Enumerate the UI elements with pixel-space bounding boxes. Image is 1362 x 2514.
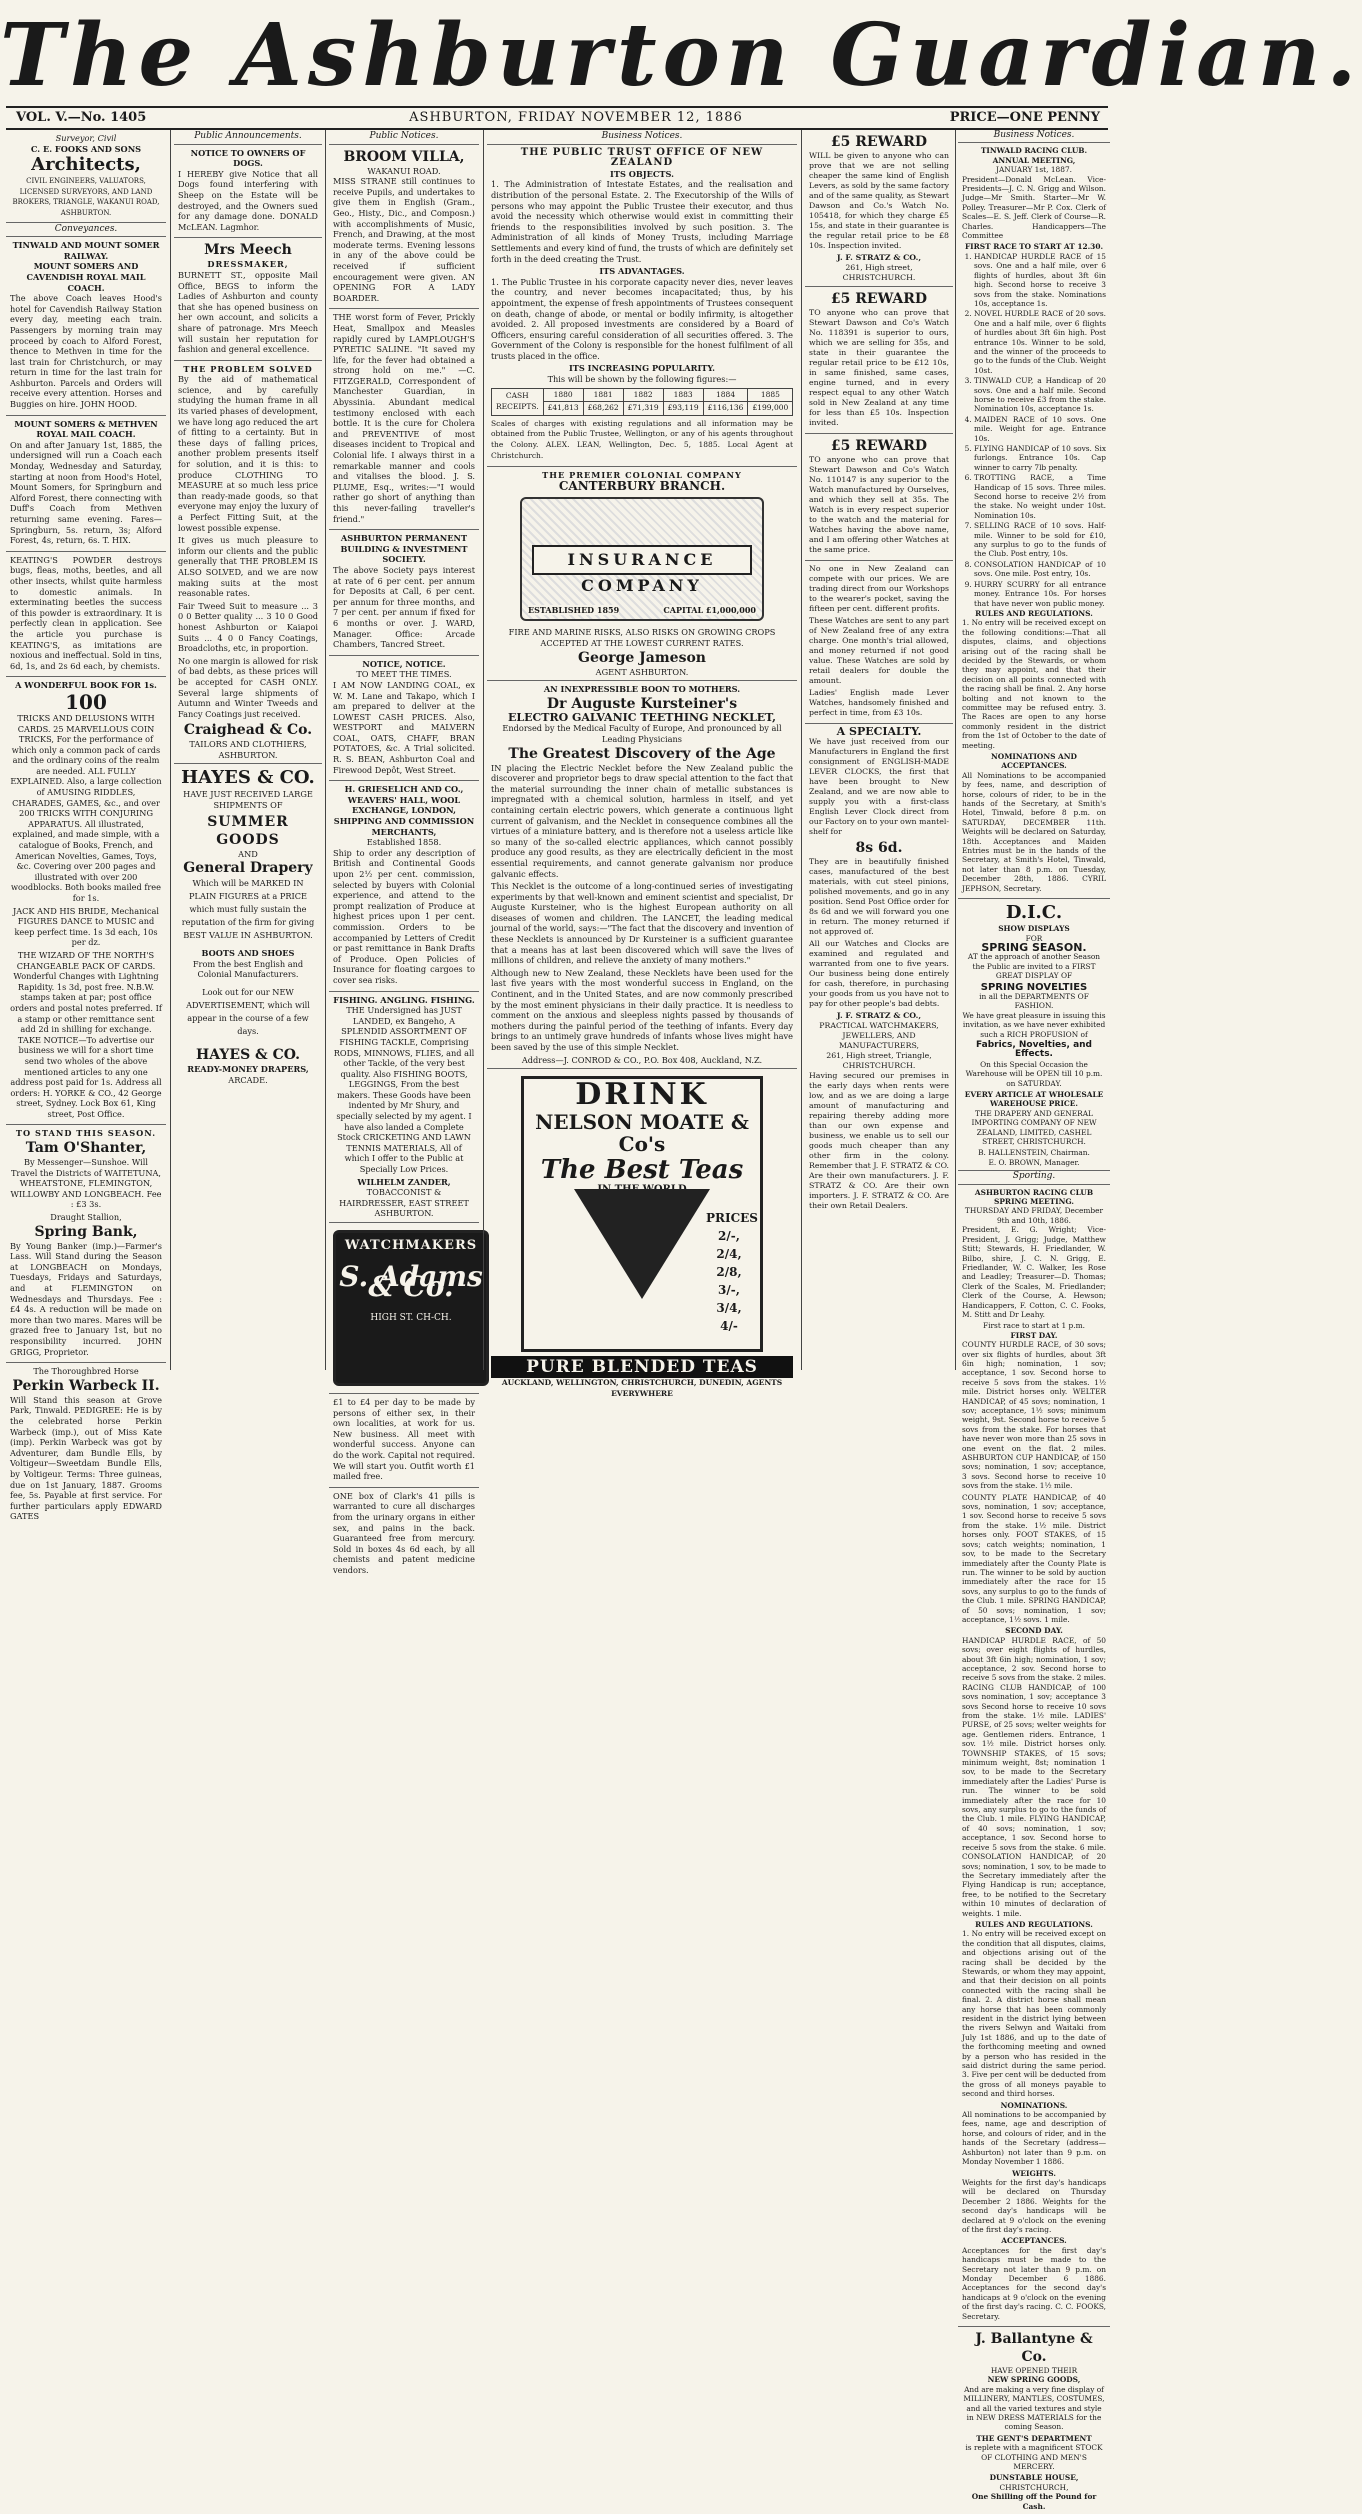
dic-approach: AT the approach of another Season the Public are invited to a FIRST GREAT DISPLAY OF (967, 952, 1101, 981)
fishing-body: THE Undersigned has JUST LANDED, ex Bangeho, A SPLENDID ASSORTMENT OF FISHING TACKLE, Comprising RODS, MINNOWS, FLIES, and all other Tackle, of the very best quality. Also FISHING BOOTS, LEGGINGS, From the best makers. These Goods have been indented by Mr Shury, and specially selected by my agent. I have also landed a Complete Stock CRICKETING AND LAWN TENNIS MATERIALS, All of which I offer to the Public at Specially Low Prices. (333, 1005, 475, 1175)
gents-title: THE GENT'S DEPARTMENT (976, 2433, 1092, 2443)
reward-ad-1 (805, 130, 953, 287)
book-number: 100 (65, 689, 107, 714)
arc-sub: SPRING MEETING. (994, 1197, 1074, 1207)
keating-ad (6, 552, 166, 678)
dunstable-title: DUNSTABLE HOUSE, (989, 2473, 1079, 2483)
race-item: 1. HANDICAP HURDLE RACE of 15 sovs. One and a half mile, over 6 flights of hurdles, about 3ft 6in high. Second horse to receive 3 sovs from the stake. Nominations 10s, acceptance 1s. (974, 252, 1106, 308)
receipts-value: £41,813 (543, 402, 583, 416)
clark-ad (329, 1488, 479, 1581)
draught-label: Draught Stallion, (50, 1212, 122, 1223)
broom-title: BROOM VILLA, (343, 148, 465, 165)
tinwald-racing-ad (958, 143, 1110, 899)
annual-date: JANUARY 1st, 1887. (996, 165, 1072, 175)
mail-coach-ad (6, 416, 166, 552)
perkin-ad (6, 1363, 166, 1527)
boots-title: BOOTS AND SHOES (201, 948, 295, 959)
gries-body: Ship to order any description of British and Continental Goods upon 2½ per cent. commission, selected by buyers with Colonial experience, and attend to the prompt realization of Produce at highest prices upon 1 per cent. commission. Orders to be accompanied by Letters of Credit or past remittance in Bank Drafts of Produce. Open Policies of Insurance for floating cargoes to cover sea risks. (333, 847, 475, 985)
reward-body: TO anyone who can prove that Stewart Dawson and Co's Watch No. 118391 is superior to ours, which we are selling for 35s, and state in their guarantee the regular retail price to be £12 10s, in same finished, same cases, engine turned, and in every respect equal to any other Watch sold in New Zealand at any time for less than £5 10s. Inspection invited. (809, 308, 949, 427)
perkin-body: Will Stand this season at Grove Park, Tinwald. PEDIGREE: He is by the celebrated horse Perkin Warbeck (imp.), out of Miss Kate (imp). Perkin Warbeck was got by Adventurer, dam Bundle Ells, by Voltigeur—Sweetdam Bundle Ells, by Voltigeur. Terms: Three guineas, due on 1st January, 1887. Grooms fee, 5s. Payable at first service. For further particulars apply EDWARD GATES (10, 1394, 162, 1522)
dogs-body: I HEREBY give Notice that all Dogs found interfering with Sheep on the Estate will be destroyed, and the Owners sued for any damage done. DONALD McLEAN. Lagmhor. (178, 168, 318, 232)
clock-body: They are in beautifully finished cases, manufactured of the best materials, with cut steel pinions, polished movements, and go in any position. Send Post Office order for 8s 6d and we will forward you one in return. The money returned if not approved of. (809, 857, 949, 936)
architects-ad (6, 130, 166, 223)
dogs-notice (174, 145, 322, 239)
popularity-sub: This will be shown by the following figures:— (547, 374, 737, 385)
acceptances-title: ACCEPTANCES. (1001, 2236, 1067, 2246)
fever-ad (329, 309, 479, 530)
race-item: 2. NOVEL HURDLE RACE of 20 sovs. One and a half mile, over 6 flights of hurdles about 3ft 6in high. Post entrance 10s. Winner to be sold, and the winner of the proceeds to go to the funds of the Club. Weight 10st. (974, 309, 1106, 375)
arc-first-start: First race to start at 1 p.m. (983, 1321, 1085, 1331)
business-notices-heading: Business Notices. (958, 130, 1110, 143)
race-item: 3. TINWALD CUP, a Handicap of 20 sovs. One and a half mile. Second horse to receive £3 from the stake. Nomination 10s, acceptance 1s. (974, 376, 1106, 414)
acceptances-body: Acceptances for the first day's handicaps must be made to the Secretary not later than 9 p.m. on Monday December 6 1886. Acceptances for the second day's handicaps at 9 o'clock on the evening of the first day's racing. C. C. FOOKS, Secretary. (962, 2245, 1106, 2321)
reward-body: TO anyone who can prove that Stewart Dawson and Co's Watch No. 110147 is any superior to the Watch manufactured by Ourselves, and which they sell at 35s. The Watch is in every respect superior to the watch and the material for Watches having the above name, and I am offering other Watches at the same price. (809, 455, 949, 554)
hayes-title-2: HAYES & CO. (196, 1047, 300, 1064)
column-1 (6, 130, 166, 1522)
advantages-title: ITS ADVANTAGES. (599, 266, 685, 277)
zander-title: WILHELM ZANDER, (357, 1176, 451, 1187)
hayes-sub-2: READY-MONEY DRAPERS, (187, 1064, 309, 1075)
nominations-body: All nominations to be accompanied by fees, name, age and description of horse, and colours of rider, and in the hands of the Secretary (address—Ashburton) not later than 9 p.m. on Monday November 1 1886. (962, 2110, 1106, 2167)
dic-invitation: We have great pleasure in issuing this invitation, as we have never exhibited such a RICH PROFUSION of (962, 1010, 1106, 1039)
ballantyne-new: NEW SPRING GOODS, (987, 2375, 1081, 2385)
coal-ad (329, 656, 479, 782)
hayes-and: AND (238, 848, 258, 859)
hayes-summer: SUMMER GOODS (207, 813, 289, 848)
arc-title: ASHBURTON RACING CLUB (974, 1187, 1094, 1197)
notice-sub: TO MEET THE TIMES. (356, 669, 452, 680)
hayes-place: ARCADE. (228, 1074, 268, 1085)
receipts-table (491, 388, 793, 416)
masthead-title: The Ashburton Guardian. (0, 5, 1362, 106)
book-body: TRICKS AND DELUSIONS WITH CARDS. 25 MARVELLOUS COIN TRICKS, For the performance of which only a common pack of cards and the ordinary coins of the realm are needed. ALL FULLY EXPLAINED. Also, a large collection of AMUSING RIDDLES, CHARADES, GAMES, &c., and over 200 TRICKS WITH CONJURING APPARATUS. All illustrated, explained, and made simple, with a catalogue of Books, French, and American Novelties, Games, Toys, &c. Covering over 200 pages and illustrated with over 200 woodblocks. Both books mailed free for 1s. (10, 712, 162, 903)
first-day: FIRST DAY. (1010, 1330, 1058, 1340)
clock-price: 8s 6d. (855, 840, 903, 856)
receipts-value: £71,319 (623, 402, 663, 416)
arc-officers: President, E. G. Wright; Vice-President, J. Grigg; Judge, Matthew Stitt; Stewards, H. Friedlander, W. Bilbo, shire, J. C. N. Grigg, E. Friedlander, W. C. Walker, Ies Rose and Leadley; Treasurer—D. Thomas; Clerk of the Scales, M. Friedlander; Clerk of the Course, A. Hewson; Handicappers, F. Cotton, C. C. Fooks, M. Stitt and Dr Leahy. (962, 1225, 1106, 1319)
ballantyne-body: And are making a very fine display of MILLINERY, MANTLES, COSTUMES, and all the varied textures and style in NEW DRESS MATERIALS for the coming Season. (963, 2384, 1105, 2432)
rules-body: 1. No entry will be received except on the condition that all disputes, claims, and objections arising out of the racing shall be decided by the Stewards, or whom they may appoint, and that their decision on all points connected with the racing shall be final. 2. A district horse shall mean any horse that has been commonly resident in the district lying between the rivers Selwyn and Waitaki from July 1st 1886, and up to the date of the forthcoming meeting and owned by a person who has resided in the said district during the same period. 3. Five per cent will be deducted from the gross of all moneys payable to second and third horses. (962, 1929, 1106, 2099)
receipts-year: 1882 (623, 388, 663, 402)
stratz-info (805, 561, 953, 724)
stratz-name: J. F. STRATZ & CO., (836, 1011, 922, 1020)
receipts-value: £199,000 (748, 402, 793, 416)
coach-sub: MOUNT SOMERS AND CAVENDISH ROYAL MAIL COACH. (26, 261, 146, 293)
emblem-capital: CAPITAL £1,000,000 (663, 604, 756, 615)
broom-ad (329, 145, 479, 310)
issue-price: PRICE—ONE PENNY (949, 110, 1100, 125)
receipts-year: 1883 (663, 388, 703, 402)
first-day-more: COUNTY PLATE HANDICAP, of 40 sovs, nomination, 1 sov; acceptance, 1 sov. Second horse to receive 5 sovs from the stake. 1½ mile. District horses only. FOOT STAKES, of 15 sovs; catch weights; nomination, 1 sov, to be made to the Secretary immediately after the County Plate is run. The winner to be sold by auction immediately after the race for 15 sovs, any surplus to go to the funds of the Club. 1 mile. SPRING HANDICAP, of 50 sovs; nomination, 1 sov; acceptance, 1½ sovs. 1 mile. (962, 1492, 1106, 1624)
necklet-body-3: Although new to New Zealand, these Necklets have been used for the last five years with the most wonderful success in England, on the Continent, and in the United States, and are now commonly prescribed by the most eminent physicians in their daily practice. It is needless to comment on the anxious and sleepless nights passed by thousands of mothers during the painful period of the teething of infants. Every day brings to an untimely grave hundreds of infants whose lives might have been saved by the use of this simple Necklet. (491, 967, 793, 1052)
nominations-title: NOMINATIONS AND ACCEPTANCES. (991, 752, 1077, 771)
necklet-title: ELECTRO GALVANIC TEETHING NECKLET, (508, 710, 776, 724)
specialty-ad (805, 724, 953, 1216)
tinwald-title: TINWALD RACING CLUB. (980, 146, 1088, 156)
column-2 (174, 130, 322, 1370)
craighead-title: Craighead & Co. (183, 722, 313, 739)
tea-agents: AUCKLAND, WELLINGTON, CHRISTCHURCH, DUNEDIN, AGENTS EVERYWHERE (501, 1378, 783, 1398)
dateline-bar (6, 106, 1108, 130)
public-trust-ad (487, 145, 797, 468)
receipts-year: 1880 (543, 388, 583, 402)
colonial-branch: CANTERBURY BRANCH. (558, 478, 726, 493)
book-ad (6, 677, 166, 1125)
watchmakers-ad (329, 1223, 483, 1394)
issue-date: ASHBURTON, FRIDAY NOVEMBER 12, 1886 (409, 110, 743, 125)
meech-body: BURNETT ST., opposite Mail Office, BEGS to inform the Ladies of Ashburton and county that she has opened business on her own account, and solicits a share of patronage. Mrs Meech will sustain her reputation for fashion and general excellence. (178, 269, 318, 355)
weights-title: WEIGHTS. (1012, 2168, 1056, 2178)
receipts-label: CASH RECEIPTS. (492, 388, 544, 415)
building-society-ad (329, 530, 479, 656)
survey-label: Surveyor, Civil (55, 133, 117, 143)
gents-body: is replete with a magnificent STOCK OF CLOTHING AND MEN'S MERCERY. (965, 2443, 1103, 2472)
dic-every: EVERY ARTICLE AT WHOLESALE WAREHOUSE PRICE. (964, 1090, 1104, 1109)
dic-title: D.I.C. (1005, 902, 1063, 924)
business-body: All our Watches and Clocks are examined and regulated and warranted from one to five years. Our business being done entirely for cash, therefore, in purchasing your goods from us you have not to pay for other people's bad debts. (809, 939, 949, 1008)
column-rule (955, 130, 956, 1370)
ballantyne-title: J. Ballantyne & Co. (975, 2331, 1093, 2365)
dic-season: SPRING SEASON. (981, 940, 1087, 954)
nominations-body: All Nominations to be accompanied by fees, name, and description of horse, colours of rider, to be in the hands of the Secretary, at Smith's Hotel, Tinwald, before 8 p.m. on SATURDAY, DECEMBER 11th. Weights will be declared on Saturday, 18th. Acceptances and Maiden Entries must be in the hands of the Secretary, at Smith's Hotel, Tinwald, not later than 8 p.m. on Tuesday, December 28th, 1886. CYRIL JEPHSON, Secretary. (962, 770, 1106, 893)
hayes-body: Which will be MARKED IN PLAIN FIGURES at a PRICE which must fully sustain the reputation of the firm for giving BEST VALUE IN ASHBURTON. (181, 878, 315, 941)
watchmakers-emblem (333, 1230, 489, 1386)
agent-name: George Jameson (578, 649, 706, 666)
fire-risks: FIRE AND MARINE RISKS, ALSO RISKS ON GROWING CROPS ACCEPTED AT THE LOWEST CURRENT RATES. (508, 627, 776, 648)
endorsed-line: Endorsed by the Medical Faculty of Europe, And pronounced by all Leading Physicians (502, 723, 782, 744)
conveyances-heading: Conveyances. (6, 223, 166, 238)
stratz-sub: PRACTICAL WATCHMAKERS, JEWELLERS, AND MANUFACTURERS, (819, 1021, 939, 1050)
first-race: FIRST RACE TO START AT 12.30. (964, 242, 1104, 252)
pagoda-icon (574, 1189, 710, 1299)
stratz-address: 261, High street, CHRISTCHURCH. (842, 263, 916, 282)
problem-body-2: It gives us much pleasure to inform our clients and the public generally that THE PROBLEM IS ALSO SOLVED, and we are now making suits at the most reasonable rates. (178, 535, 318, 599)
rules-title: RULES AND REGULATIONS. (975, 608, 1093, 618)
advantages-body: 1. The Public Trustee in his corporate capacity never dies, never leaves the country, and never becomes incapacitated; thus, by his appointment, the expense of fresh appointments of Trustees consequent on death, change of abode, or mental or bodily infirmity, is altogether avoided. 2. All proposed investments are considered by a Board of Officers, ensuring careful consideration of all securities offered. 3. The Government of the Colony is responsible for the honest fulfilment of all trusts placed in the office. (491, 276, 793, 361)
reward-title: £5 REWARD (830, 438, 928, 454)
trust-objects: 1. The Administration of Intestate Estates, and the realisation and distribution of the personal Estate. 2. The Executorship of the Wills of persons who may appoint the Public Trustee their executor, and thus avoid the necessity which otherwise would exist in committing their friends to the responsibilities involved by such position. 3. The Administration of all kinds of Money Trusts, including Marriage Settlements and every kind of fund, the trusts of which are definitely set forth in the deed creating the Trust. (491, 179, 793, 264)
boon-heading: AN INEXPRESSIBLE BOON TO MOTHERS. (543, 684, 741, 695)
column-rule (325, 130, 326, 1370)
doctor-name: Dr Auguste Kursteiner's (546, 695, 738, 712)
tam-title: Tam O'Shanter, (25, 1140, 147, 1157)
perkin-lead: The Thoroughbred Horse (33, 1366, 139, 1377)
watch-name: S. Adams & Co. (339, 1259, 483, 1304)
craighead-sub: TAILORS AND CLOTHIERS, ASHBURTON. (189, 739, 307, 760)
gries-est: Established 1858. (366, 837, 442, 848)
broom-body: MISS STRANE still continues to receive Pupils, and undertakes to give them in English (Gram., Geo., Histy., Dic., and Composn.) with accomplishments of Music, French, and Drawing, at the most moderate terms. Evening lessons in any of the above could be received if sufficient encouragement were given. AN OPENING FOR A LADY BOARDER. (333, 176, 475, 303)
season-heading: TO STAND THIS SEASON. (15, 1128, 157, 1139)
watches-body: These Watches are sent to any part of New Zealand free of any extra charge. One month's trial allowed, and money returned if not good value. These Watches are sold by retail dealers for double the amount. (809, 616, 949, 685)
arc-date: THURSDAY AND FRIDAY, December 9th and 10th, 1886. (964, 1206, 1104, 1225)
column-4 (487, 130, 797, 1398)
hayes-lead: HAVE JUST RECEIVED LARGE SHIPMENTS OF (183, 789, 313, 811)
architect-firm: C. E. FOOKS AND SONS (30, 143, 142, 154)
tea-company: NELSON MOATE & Co's (535, 1110, 749, 1157)
ladies-body: Ladies' English made Lever Watches, handsomely finished and perfect in time, from £3 10s. (809, 688, 949, 717)
perkin-title: Perkin Warbeck II. (12, 1377, 160, 1394)
popularity-title: ITS INCREASING POPULARITY. (568, 363, 716, 374)
second-day-body: HANDICAP HURDLE RACE, of 50 sovs; over eight flights of hurdles, about 3ft 6in high; nomination, 1 sov; acceptance, 2 sov. Second horse to receive 5 sovs from the stake. 2 miles. RACING CLUB HANDICAP, of 100 sovs nomination, 1 sov; acceptance 3 sovs Second horse to receive 10 sovs from the stake. 1½ mile. LADIES' PURSE, of 25 sovs; welter weights for age. Gentlemen riders. Entrance, 1 sov. 1½ mile. District horses only. TOWNSHIP STAKES, of 15 sovs; minimum weight, 8st; nomination 1 sov, to be made to the Secretary immediately after the Ladies' Purse is run. The winner to be sold immediately after the race for 10 sovs, any surplus to go to the funds of the Club. 1 mile. FLYING HANDICAP, of 40 sovs; nomination, 1 sov; acceptance, 1 sov. Second horse to receive 5 sovs from the stake. 6 mile. CONSOLATION HANDICAP, of 20 sovs; nomination, 1 sov, to be made to the Secretary immediately after the Flying Handicap is run; acceptance, free, to be notified to the Secretary within 10 minutes of declaration of weights. 1 mile. (962, 1635, 1106, 1918)
receipts-year: 1884 (703, 388, 748, 402)
problem-title: THE PROBLEM SOLVED (183, 363, 313, 374)
specialty-body: We have just received from our Manufacturers in England the first consignment of ENGLISH-MADE LEVER CLOCKS, the first that have been brought to New Zealand, and we are now able to supply you with a first-class English Lever Clock direct from our Factory on to your own mantel-shelf for (809, 737, 949, 836)
problem-body: By the aid of mathematical science, and by carefully studying the human frame in all its varied phases of development, we have long ago reduced the art of fitting to a certainty. But in these days of falling prices, another problem presents itself for solution, and it is this: to produce CLOTHING TO MEASURE at so much less price than ready-made goods, so that everyone may enjoy the luxury of a Perfect Fitting Suit, at the lowest possible expense. (178, 374, 318, 533)
grieselich-ad (329, 781, 479, 991)
annual-meeting: ANNUAL MEETING, (992, 155, 1076, 165)
tea-ad (487, 1069, 797, 1402)
notice-title: NOTICE, NOTICE. (362, 658, 446, 669)
column-rule (483, 130, 484, 1370)
volume-number: VOL. V.—No. 1405 (16, 110, 147, 125)
colonial-insurance-ad (487, 467, 797, 681)
first-day-body: COUNTY HURDLE RACE, of 30 sovs; over six flights of hurdles, about 3ft 6in high; nomination, 1 sov; acceptance, 1 sov. Second horse to receive 5 sovs from the stakes. 1½ mile. District horses only. WELTER HANDICAP, of 45 sovs; nomination, 1 sov; acceptance, 1½ sovs; minimum weight, 9st. Second horse to receive 5 sovs from the stake. For horses that have never won more than 25 sovs in one event on the flat. 2 miles. ASHBURTON CUP HANDICAP, of 150 sovs; nomination, 1 sov; acceptance, 3 sovs. Second horse to receive 10 sovs from the stake. 1½ mile. (962, 1340, 1106, 1491)
ashburton-racing-ad (958, 1185, 1110, 2327)
rules-body: 1. No entry will be received except on the following conditions:—That all disputes, claims, and objections arising out of the racing shall be decided by the Stewards, or whom they may appoint, and that their decision on all points connected with the racing shall be final. 2. Any horse bolting and not known to the committee may be refused entry. 3. The Races are open to any horse commonly resident in the district from the 1st of October to the date of meeting. (962, 618, 1106, 750)
dunstable-sub: CHRISTCHURCH, (999, 2482, 1069, 2492)
reward-title: £5 REWARD (830, 291, 928, 307)
race-list (962, 252, 1106, 608)
stratz-address: 261, High street, Triangle, CHRISTCHURCH. (826, 1051, 932, 1070)
in-the-world: IN THE WORLD (597, 1184, 687, 1196)
meech-sub: DRESSMAKER, (207, 259, 289, 270)
necklet-ad (487, 681, 797, 1069)
boots-body: From the best English and Colonial Manufacturers. (192, 958, 304, 980)
ballantyne-ad (958, 2327, 1110, 2514)
bldg-title: ASHBURTON PERMANENT BUILDING & INVESTMENT SOCIETY. (340, 533, 468, 565)
specialty-title: A SPECIALTY. (836, 725, 922, 738)
sporting-heading: Sporting. (958, 1171, 1110, 1184)
hayes-drapery: General Drapery (183, 860, 313, 877)
emblem-established: ESTABLISHED 1859 (528, 604, 620, 615)
nominations-title: NOMINATIONS. (1000, 2100, 1068, 2110)
dic-for: FOR (1025, 933, 1043, 943)
pure-blended-teas: PURE BLENDED TEAS (491, 1356, 793, 1378)
necklet-body-2: This Necklet is the outcome of a long-continued series of investigating experiments by that well-known and eminent scientist and specialist, Dr Auguste Kursteiner, who is the highest European authority on all diseases of women and children. The LANCET, the leading medical journal of the world, says:—"The fact that the discovery and invention of these Necklets is announced by Dr Kursteiner is a sufficient guarantee that a means has at last been discovered which will save the lives of millions of children, and relieve the anxiety of many mothers." (491, 881, 793, 966)
public-notices-heading: Public Notices. (329, 130, 479, 145)
spring-title: Spring Bank, (34, 1223, 138, 1240)
broom-sub: WAKANUI ROAD. (367, 165, 441, 176)
officers-list: President—Donald McLean. Vice-Presidents—J. C. N. Grigg and Wilson. Judge—Mr Smith. Starter—Mr W. Polley. Treasurer—Mr P. Cox. Clerk of Scales—E. S. Jeff. Clerk of Course—R. Charles. Handicappers—The Committee (962, 174, 1106, 241)
best-teas: The Best Teas (540, 1155, 744, 1186)
receipts-value: £116,136 (703, 402, 748, 416)
meech-title: Mrs Meech (204, 242, 292, 259)
dic-ad (958, 899, 1110, 1171)
agent-sub: AGENT ASHBURTON. (595, 666, 689, 677)
coach-ad (6, 237, 166, 416)
architect-title: Architects, (31, 154, 141, 176)
second-day: SECOND DAY. (1005, 1626, 1063, 1636)
dogs-title: NOTICE TO OWNERS OF DOGS. (190, 147, 306, 169)
receipts-value: £93,119 (663, 402, 703, 416)
bldg-body: The above Society pays interest at rate of 6 per cent. per annum for Deposits at Call, 6 per cent. per annum for three months, and 7 per cent. per annum if fixed for 6 months or over. J. WARD, Manager. Office: Arcade Chambers, Tancred Street. (333, 564, 475, 650)
mail-body: On and after January 1st, 1885, the undersigned will run a Coach each Monday, Wednesday and Saturday, starting at noon from Hood's Hotel, Mount Somers, for Springburn and Alford Forest, there connecting with Duff's Coach from Methven returning same evening. Fares—Springburn, 5s. return, 3s; Alford Forest, 4s, return, 6s. T. HIX. (10, 439, 162, 546)
colonial-title: THE PREMIER COLONIAL COMPANY (542, 470, 742, 481)
race-item: 5. FLYING HANDICAP of 10 sovs. Six furlongs. Entrance 10s. Cap winner to carry 7lb penalty. (974, 444, 1106, 472)
zander-sub: TOBACCONIST & HAIRDRESSER, EAST STREET ASHBURTON. (339, 1187, 469, 1219)
necklet-address: Address—J. CONROD & CO., P.O. Box 408, Auckland, N.Z. (521, 1054, 763, 1065)
stratz-name: J. F. STRATZ & CO., (836, 253, 922, 262)
tea-poster (521, 1076, 763, 1352)
insurance-emblem (520, 497, 764, 621)
dunstable-foot: One Shilling off the Pound for Cash. (971, 2492, 1097, 2511)
fishing-ad (329, 992, 479, 1223)
hayes-title: HAYES & CO. (181, 767, 315, 789)
ballantyne-sub: HAVE OPENED THEIR (990, 2366, 1078, 2375)
race-item: 7. SELLING RACE of 10 sovs. Half-mile. Winner to be sold for £10, any surplus to go to the funds of the Club. Post entry, 10s. (974, 521, 1106, 559)
fever-body: THE worst form of Fever, Prickly Heat, Smallpox and Measles rapidly cured by LAMPLOUGH'S PYRETIC SALINE. "It saved my life, for the fever had obtained a strong hold on me." —C. FITZGERALD, Correspondent of Manchester Guardian, in Abyssinia. Abundant medical testimony enclosed with each bottle. It is the cure for Cholera and PREVENTIVE of most diseases incident to Tropical and Colonial life. I always thirst in a remarkable manner and cools and vitalises the blood. J. S. PLUME, Esq., writes:—"I would rather go short of anything than this never-failing traveller's friend." (333, 312, 475, 524)
mail-title: MOUNT SOMERS & METHVEN ROYAL MAIL COACH. (14, 418, 158, 440)
fishing-heading: FISHING. ANGLING. FISHING. (333, 994, 475, 1005)
emblem-band: INSURANCE COMPANY (532, 545, 752, 575)
coal-body: I AM NOW LANDING COAL, ex W. M. Lane and Takapo, which I am prepared to deliver at the LOWEST CASH PRICES. Also, WESTPORT and MALVERN COAL, OATS, CHAFF, BRAN POTATOES, &c. A Trial solicited. R. S. BEAN, Ashburton Coal and Firewood Depôt, West Street. (333, 679, 475, 775)
receipts-value: £68,262 (583, 402, 623, 416)
dic-fabrics: Fabrics, Novelties, and Effects. (976, 1039, 1092, 1060)
spring-body: By Young Banker (imp.)—Farmer's Lass. Will Stand during the Season at LONGBEACH on Mondays, Tuesdays, Fridays and Saturdays, and at FLEMINGTON on Wednesdays and Thursdays. Fee : £4 4s. A reduction will be made on more than two mares. Mares will be grazed free to January 1st, but no responsibility incurred. JOHN GRIGG, Proprietor. (10, 1240, 162, 1357)
coach-title: TINWALD AND MOUNT SOMER RAILWAY. (12, 240, 160, 261)
meech-ad (174, 238, 322, 360)
prices-list: Fair Tweed Suit to measure ... 3 0 0 Better quality ... 3 10 0 Good honest Ashburton or Kaiapoi Suits ... 4 0 0 Fancy Coatings, Broadcloths, etc, in proportion. (178, 600, 318, 654)
race-item: 8. CONSOLATION HANDICAP of 10 sovs. One mile. Post entry, 10s. (974, 560, 1106, 579)
watch-address: HIGH ST. CH-CH. (370, 1312, 452, 1323)
dic-manager: E. O. BROWN, Manager. (988, 1157, 1080, 1167)
stallion-ad (6, 1125, 166, 1363)
receipts-year: 1885 (748, 388, 793, 402)
keating-body: KEATING'S POWDER destroys bugs, fleas, moths, beetles, and all other insects, whilst quite harmless to domestic animals. In exterminating beetles the success of this powder is extraordinary. It is perfectly clean in application. See the article you purchase is KEATING'S, as imitations are noxious and ineffectual. Sold in tins, 6d, 1s, and 2s 6d each, by chemists. (10, 554, 162, 671)
gries-title: H. GRIESELICH AND CO., WEAVERS' HALL, WOOL EXCHANGE, LONDON, SHIPPING AND COMMISSION MERCHANTS, (333, 784, 475, 837)
coach-body: The above Coach leaves Hood's hotel for Cavendish Railway Station every day, meeting each train. Passengers by morning train may proceed by coach to Alford Forest, thence to Methven in time for the last train for Christchurch, or may return in time for the last train for Ashburton. Parcels and Orders will receive every attention. Horses and Buggies on hire. JOHN HOOD. (10, 293, 162, 410)
necklet-body: IN placing the Electric Necklet before the New Zealand public the discoverer and proprietor begs to draw special attention to the fact that the material surrounding the inner chain of metallic substances is impregnated with a chemical solution, harmless in itself, and yet containing certain electric powers, which generate a continuous light current of galvanism, and the Necklet in consequence combines all the virtues of a miniature battery, and is therefore not a useless article like so many of the so-called electric appliances, which cannot possibly produce any good results, as they are electrically deficient in the most essential requirements, and cannot generate galvanism nor produce galvanic effects. (491, 762, 793, 879)
column-rule (801, 130, 802, 1370)
race-item: 4. MAIDEN RACE of 10 sovs. One mile. Weight for age. Entrance 10s. (974, 415, 1106, 443)
clark-body: ONE box of Clark's 41 pills is warranted to cure all discharges from the urinary organs in either sex, and pains in the back. Guaranteed free from mercury. Sold in boxes 4s 6d each, by all chemists and patent medicine vendors. (333, 1490, 475, 1575)
reward-title: £5 REWARD (830, 134, 928, 150)
column-5 (805, 130, 953, 1370)
premises-body: Having secured our premises in the early days when rents were low, and as we are doing a large amount of manufacturing and repairing thereby adding more than our own expense and business, we enable us to sell our goods much cheaper than any other firm in the colony. Remember that J. F. STRATZ & CO. Are their own manufacturers. J. F. STRATZ & CO. Are their own importers. J. F. STRATZ & CO. Are their own Retail Dealers. (809, 1071, 949, 1210)
book-title: A WONDERFUL BOOK FOR 1s. (15, 680, 157, 691)
race-item: 6. TROTTING RACE, a Time Handicap of 15 sovs. Three miles. Second horse to receive 2½ from the stake. No weight under 10st. Nomination 10s. (974, 473, 1106, 520)
reward-ad-3 (805, 434, 953, 561)
loan-body: £1 to £4 per day to be made by persons of either sex, in their own localities, at work for us. New business. All meet with wonderful success. Anyone can do the work. Capital not required. We will start you. Outfit worth £1 mailed free. (333, 1397, 475, 1482)
tam-body: By Messenger—Sunshoe. Will Travel the Districts of WAITETUNA, WHEATSTONE, FLEMINGTON, WILLOWBY AND LONGBEACH. Fee : £3 3s. (10, 1157, 162, 1210)
tea-prices: PRICES 2/-, 2/4, 2/8, 3/-, 3/4, 4/- (706, 1211, 758, 1334)
column-rule (170, 130, 171, 1370)
dic-chairman: B. HALLENSTEIN, Chairman. (978, 1148, 1090, 1158)
trust-title: THE PUBLIC TRUST OFFICE OF NEW ZEALAND (520, 146, 764, 169)
jack-body: JACK AND HIS BRIDE, Mechanical FIGURES DANCE to MUSIC and keep perfect time. 1s 3d each, 10s per dz. (12, 905, 160, 948)
hayes-ad (174, 764, 322, 1088)
dic-show: SHOW DISPLAYS (998, 924, 1070, 934)
dic-novelties: SPRING NOVELTIES (980, 981, 1088, 993)
receipts-year: 1881 (583, 388, 623, 402)
dic-departments: in all the DEPARTMENTS OF FASHION. (979, 991, 1089, 1011)
column-3 (329, 130, 483, 1575)
dic-footer: THE DRAPERY AND GENERAL IMPORTING COMPANY OF NEW ZEALAND, LIMITED, CASHEL STREET, CHRISTCHURCH. (971, 1108, 1097, 1147)
loan-ad (329, 1394, 479, 1488)
rules-title: RULES AND REGULATIONS. (975, 1919, 1093, 1929)
discovery-title: The Greatest Discovery of the Age (508, 745, 776, 762)
trust-foot: Scales of charges with existing regulations and all information may be obtained from the Public Trustee, Wellington, or any of his agents throughout the Colony. ALEX. LEAN, Wellington, Dec. 5, 1885. Local Agent at Christchurch. (491, 418, 793, 460)
architect-sub: CIVIL ENGINEERS, VALUATORS, LICENSED SURVEYORS, AND LAND BROKERS, TRIANGLE, WAKANUI ROAD, ASHBURTON. (12, 177, 160, 217)
column-6-7 (958, 130, 1110, 2511)
weights-body: Weights for the first day's handicaps will be declared on Thursday December 2 1886. Weights for the second day's handicaps will be declared at 9 o'clock on the evening of the first day's racing. (962, 2177, 1106, 2234)
trust-sub: ITS OBJECTS. (610, 168, 674, 179)
drink-heading: DRINK (575, 1077, 709, 1113)
reward-body: WILL be given to anyone who can prove that we are not selling cheaper the same kind of English Levers, as sold by the same factory and of the same quality, as Stewart Dawson and Co.'s Watch No. 105418, for which they charge £5 15s, and state in their guarantee is the regular retail price to be £8 10s. Inspection invited. (809, 151, 949, 250)
dic-special: On this Special Occasion the Warehouse will be OPEN till 10 p.m. on SATURDAY. (965, 1059, 1103, 1088)
reward-ad-2 (805, 287, 953, 434)
lookout-body: Look out for our NEW ADVERTISEMENT, which will appear in the course of a few days. (186, 987, 310, 1037)
wizard-body: THE WIZARD OF THE NORTH'S CHANGEABLE PACK OF CARDS. Wonderful Changes with Lightning Rapidity. 1s 3d, post free. N.B.W. stamps taken at par; post office orders and postal notes preferred. If a stamp or other remittance sent add 2d in shilling for exchange. TAKE NOTICE—To advertise our business we will for a short time send two wholes of the above mentioned articles to any one address post paid for 1s. Address all orders: H. YORKE & CO., 42 George street, Sydney. Lock Box 61, King street, Post Office. (10, 949, 162, 1119)
sample-body: No one margin is allowed for risk of bad debts, as these prices will be accepted for CASH ONLY. Several large shipments of Autumn and Winter Tweeds and Fancy Coatings just received. (178, 655, 318, 719)
race-item: 9. HURRY SCURRY for all entrance money. Entrance 10s. For horses that have never won public money. (974, 580, 1106, 608)
problem-ad (174, 361, 322, 765)
watch-heading: WATCHMAKERS (344, 1238, 478, 1253)
business-notices-heading: Business Notices. (487, 130, 797, 145)
compete-body: No one in New Zealand can compete with our prices. We are trading direct from our Workshops to the wearer's pocket, saving the fifteen per cent. different profits. (809, 564, 949, 613)
public-announcements-heading: Public Announcements. (174, 130, 322, 145)
